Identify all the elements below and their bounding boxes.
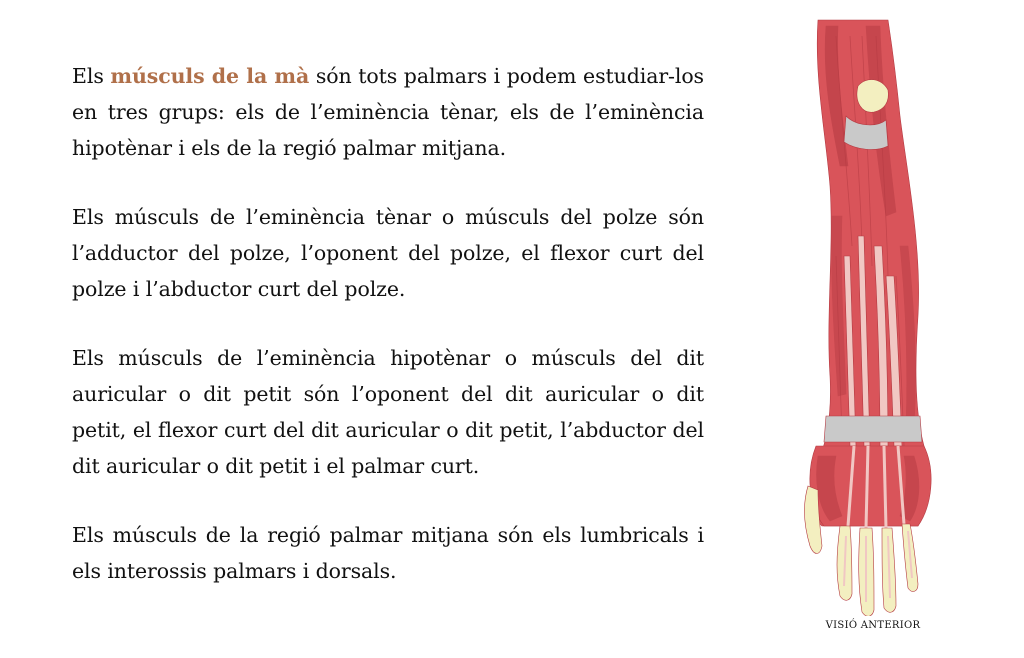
article-body bbox=[72, 58, 704, 622]
paragraph-intro-after: són tots palmars i podem estudiar-los en tres grups: els de l’eminència tènar, els de l’eminència hipotènar i els de la regió palmar mitjana. bbox=[72, 64, 704, 160]
paragraph-hipotenar: Els músculs de l’eminència hipotènar o músculs del dit auricular o dit petit són l’oponent del dit auricular o dit petit, el flexor curt del dit auricular o dit petit, l’abductor del dit auricular o dit petit i el palmar curt. bbox=[72, 346, 704, 478]
paragraph-intro bbox=[72, 58, 704, 166]
paragraph-tenar: Els músculs de l’eminència tènar o músculs del polze són l’adductor del polze, l’oponent del polze, el flexor curt del polze i l’abductor curt del polze. bbox=[72, 205, 704, 301]
figure-caption: VISIÓ ANTERIOR bbox=[825, 620, 921, 631]
forearm-muscles-icon bbox=[796, 16, 952, 616]
forearm-illustration bbox=[796, 16, 952, 636]
paragraph-palmar-mitjana: Els músculs de la regió palmar mitjana són els lumbricals i els interossis palmars i dorsals. bbox=[72, 523, 704, 583]
paragraph-intro-before: Els bbox=[72, 64, 111, 88]
highlight-term: músculs de la mà bbox=[110, 64, 310, 88]
